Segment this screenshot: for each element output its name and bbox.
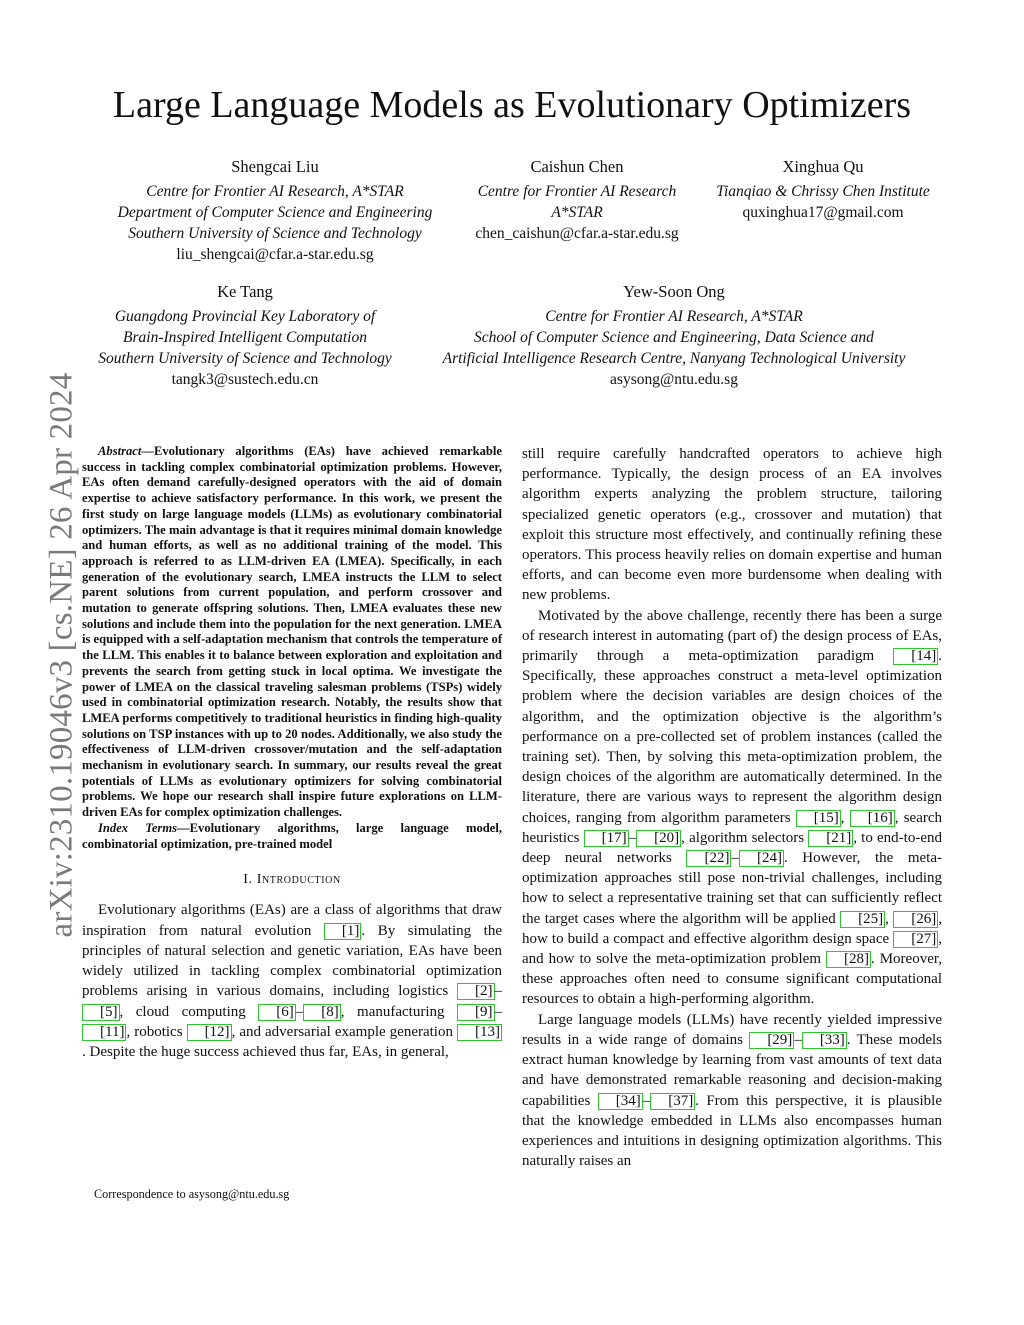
citation-link[interactable]: [34] (598, 1093, 643, 1110)
author-name: Xinghua Qu (782, 157, 864, 176)
author-affiliation: Southern University of Science and Technology (128, 225, 422, 242)
author-block-5 (414, 281, 934, 390)
abstract (82, 444, 502, 821)
citation-link[interactable]: [21] (808, 830, 853, 847)
right-column (522, 444, 942, 1171)
author-email: asysong@ntu.edu.sg (610, 371, 738, 388)
author-affiliation: A*STAR (551, 204, 603, 221)
correspondence-footnote: Correspondence to asysong@ntu.edu.sg (94, 1187, 290, 1201)
paragraph-text: . By simulating the principles of natural selection and genetic variation, EAs have been widely utilized in tackling complex combinatorial optimization problems arising in various domains, including logistics (82, 922, 502, 1000)
abstract-text: —Evolutionary algorithms (EAs) have achieved remarkable success in tackling complex combinatorial optimization problems. However, EAs often demand carefully-designed operators with the aid of domain expertise to achieve satisfactory performance. In this work, we present the first study on large language models (LLMs) as evolutionary combinatorial optimizers. The main advantage is that it requires minimal domain knowledge and human efforts, as well as no additional training of the model. This approach is referred to as LLM-driven EA (LMEA). Specifically, in each generation of the evolutionary search, LMEA instructs the LLM to select parent solutions from current population, and perform crossover and mutation to generate offspring solutions. Then, LMEA evaluates these new solutions and include them into the population for the next generation. LMEA is equipped with a self-adaptation mechanism that controls the temperature of the LLM. This enables it to balance between exploration and exploitation and prevents the search from getting stuck in local optima. We investigate the power of LMEA on the classical traveling salesman problems (TSPs) widely used in combinatorial optimization research. Notably, the results show that LMEA performs competitively to traditional heuristics in finding high-quality solutions on TSP instances with up to 20 nodes. Additionally, we also study the effectiveness of LLM-driven crossover/mutation and the self-adaptation mechanism in evolutionary search. In summary, our results reveal the great potentials of LLMs as evolutionary optimizers for solving combinatorial problems. We hope our research shall inspire future explorations on LLM-driven EAs for complex optimization challenges. (82, 444, 503, 820)
citation-link[interactable]: [2] (457, 983, 495, 1000)
author-affiliation: Centre for Frontier AI Research, A*STAR (545, 308, 803, 325)
citation-link[interactable]: [13] (457, 1024, 502, 1041)
arxiv-identifier-stamp: arXiv:2310.19046v3 [cs.NE] 26 Apr 2024 (43, 372, 80, 938)
author-affiliation: Centre for Frontier AI Research, A*STAR (146, 183, 404, 200)
author-name: Ke Tang (217, 282, 273, 301)
section-number: I. (243, 872, 253, 888)
citation-link[interactable]: [25] (840, 911, 885, 928)
citation-link[interactable]: [14] (893, 648, 938, 665)
author-block-4 (70, 281, 420, 390)
paragraph-text: – (731, 850, 739, 867)
citation-link[interactable]: [37] (650, 1093, 695, 1110)
citation-link[interactable]: [8] (303, 1004, 341, 1021)
author-email: chen_caishun@cfar.a-star.edu.sg (475, 225, 679, 242)
index-terms-label: Index Terms (98, 820, 178, 835)
citation-link[interactable]: [33] (802, 1032, 847, 1049)
paragraph-text: still require carefully handcrafted operators to achieve high performance. Typically, the design process of an EA involves algorithm experts analyzing the problem structure, tailoring specialized genetic operators (e.g., crossover and mutation) that exploit this structure most effectively, and continually refining these operators. This process heavily relies on domain expertise and human efforts, and can become even more burdensome when dealing with new problems. (522, 446, 942, 604)
paragraph-text: – (295, 1003, 304, 1020)
author-affiliation: Centre for Frontier AI Research (477, 183, 677, 200)
citation-link[interactable]: [26] (893, 911, 938, 928)
paragraph-text: – (628, 829, 637, 846)
paragraph-text: , (885, 910, 894, 927)
author-block-3 (698, 156, 948, 223)
paragraph-text: . Despite the huge success achieved thus far, EAs, in general, (82, 1043, 449, 1060)
paragraph-text: Evolutionary algorithms (EAs) are a class of algorithms that draw inspiration from natural evolution (82, 902, 502, 939)
author-name: Shengcai Liu (231, 157, 319, 176)
citation-link[interactable]: [17] (584, 830, 629, 847)
citation-link[interactable]: [20] (636, 830, 681, 847)
citation-link[interactable]: [9] (457, 1004, 495, 1021)
author-affiliation: Guangdong Provincial Key Laboratory of (114, 308, 376, 325)
left-column (82, 444, 502, 1062)
paragraph-text: – (642, 1092, 651, 1109)
author-affiliation: Department of Computer Science and Engineering (117, 204, 433, 221)
paragraph-text: , to end-to-end deep neural networks (522, 829, 942, 867)
paragraph-text: . From this perspective, it is plausible that the knowledge embedded in LLMs also encompasses human experiences and intuitions in designing optimization algorithms. This naturally raises an (522, 1092, 942, 1170)
paragraph-text: . These models extract human knowledge by learning from vast amounts of text data and have demonstrated remarkable reasoning and decision-making capabilities (522, 1031, 943, 1109)
author-affiliation: Artificial Intelligence Research Centre, Nanyang Technological University (442, 350, 906, 367)
paragraph-text: – (794, 1031, 802, 1048)
author-affiliation: Tianqiao & Chrissy Chen Institute (716, 183, 930, 200)
paragraph-text: – (494, 1003, 502, 1020)
paragraph-text: , search heuristics (522, 809, 942, 846)
citation-link[interactable]: [12] (187, 1024, 232, 1041)
citation-link[interactable]: [11] (82, 1024, 126, 1041)
author-affiliation: School of Computer Science and Engineering, Data Science and (474, 329, 874, 346)
paragraph-text: – (494, 983, 502, 1000)
citation-link[interactable]: [5] (82, 1004, 120, 1021)
paragraph-text: , algorithm selectors (681, 829, 809, 846)
paragraph-text: Large language models (LLMs) have recently yielded impressive results in a wide range of domains (522, 1011, 942, 1048)
index-terms-text: —Evolutionary algorithms, large language model, combinatorial optimization, pre-trained model (82, 820, 502, 851)
intro-paragraph-1-continued (522, 444, 942, 606)
author-email: tangk3@sustech.edu.cn (171, 371, 319, 388)
paragraph-text: , and adversarial example generation (231, 1023, 457, 1040)
abstract-label: Abstract (98, 444, 142, 458)
author-affiliation: Brain-Inspired Intelligent Computation (123, 329, 367, 346)
author-email: liu_shengcai@cfar.a-star.edu.sg (176, 246, 374, 263)
paragraph-text: , (840, 809, 850, 826)
author-name: Caishun Chen (530, 157, 624, 176)
citation-link[interactable]: [28] (826, 951, 871, 968)
paragraph-text: , and how to solve the meta-optimization problem (522, 930, 942, 968)
citation-link[interactable]: [29] (749, 1032, 794, 1049)
citation-link[interactable]: [1] (324, 923, 362, 940)
paragraph-text: . Specifically, these approaches construct a meta-level optimization problem where the decision variables are design choices of the algorithm, and the optimization objective is the algorithm’s performance on a pre-collected set of problem instances (called the training set). Then, by solving this meta-optimization problem, the design choices of the algorithm are automatically determined. In the literature, there are various ways to represent the algorithm design choices, ranging from algorithm parameters (522, 648, 942, 826)
paragraph-text: Motivated by the above challenge, recently there has been a surge of research interest in automating (part of) the design process of EAs, primarily through a meta-optimization paradigm (522, 607, 942, 665)
citation-link[interactable]: [6] (258, 1004, 296, 1021)
intro-paragraph-3 (522, 1010, 942, 1172)
paragraph-text: , cloud computing (119, 1003, 259, 1020)
paragraph-text: , robotics (126, 1023, 187, 1040)
author-block-1 (90, 156, 460, 265)
author-name: Yew-Soon Ong (623, 282, 725, 301)
intro-paragraph-2 (522, 606, 942, 1010)
author-block-2 (462, 156, 692, 244)
section-title: Introduction (256, 872, 341, 888)
paper-title: Large Language Models as Evolutionary Optimizers (112, 84, 912, 126)
author-email: quxinghua17@gmail.com (742, 204, 904, 221)
paragraph-text: . Moreover, these approaches often need to consume significant computational resources to obtain a high-performing algorithm. (522, 951, 942, 1008)
author-affiliation: Southern University of Science and Technology (98, 350, 392, 367)
index-terms (82, 821, 502, 852)
paragraph-text: , how to build a compact and effective algorithm design space (522, 910, 942, 947)
citation-link[interactable]: [15] (796, 810, 841, 827)
citation-link[interactable]: [27] (893, 931, 938, 948)
citation-link[interactable]: [24] (739, 850, 784, 867)
paragraph-text: . However, the meta-optimization approaches still pose non-trivial challenges, including how to select a representative training set that can sufficiently reflect the target cases where the algorithm will be applied (522, 850, 942, 927)
citation-link[interactable]: [16] (850, 810, 895, 827)
citation-link[interactable]: [22] (686, 850, 731, 867)
paragraph-text: , manufacturing (340, 1003, 457, 1020)
section-heading-introduction (82, 870, 502, 890)
intro-paragraph-1 (82, 900, 502, 1062)
